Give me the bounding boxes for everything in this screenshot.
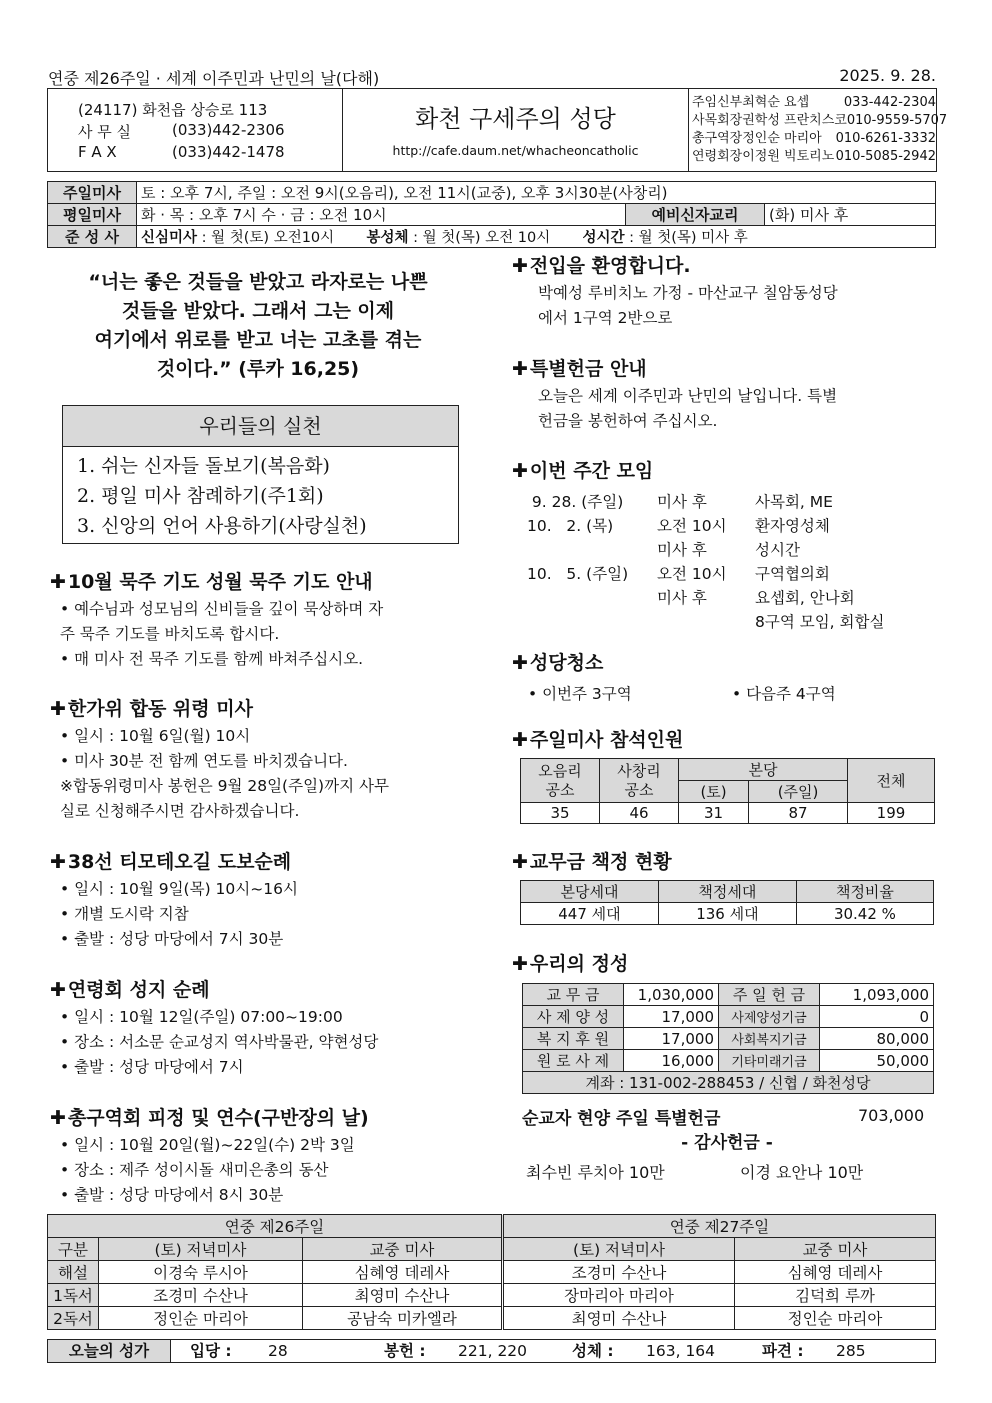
thanks-donor: 이경 요안나 10만 <box>740 1163 864 1182</box>
office-phone: (033)442-2306 <box>172 121 285 139</box>
bullet-line: • 출발 : 성당 마당에서 7시 <box>60 1058 244 1076</box>
bullet-line: • 일시 : 10월 9일(목) 10시~16시 <box>60 880 298 898</box>
section-memorial-mass <box>50 694 389 824</box>
roster-col-header: 교중 미사 <box>735 1238 936 1261</box>
section-dues <box>512 847 672 874</box>
roster-week-header: 연중 제27주일 <box>503 1215 936 1238</box>
thanks-donor: 최수빈 루치아 10만 <box>526 1163 665 1182</box>
contact-role: 총구역장 <box>692 131 743 146</box>
roster-col-header: 교중 미사 <box>303 1238 503 1261</box>
contact-phone: 010-5085-2942 <box>835 149 936 164</box>
section-title: ✚ 총구역회 피정 및 연수(구반장의 날) <box>50 1107 369 1129</box>
contact-phone: 010-9559-5707 <box>846 113 948 128</box>
offering-row: 복 지 후 원 17,000 사회복지기금 80,000 <box>523 1028 934 1050</box>
text-line: 오늘은 세계 이주민과 난민의 날입니다. 특별 <box>538 387 838 405</box>
section-title: ✚ 우리의 정성 <box>512 953 629 975</box>
contact-row <box>692 112 948 130</box>
hymns-label: 오늘의 성가 <box>48 1340 171 1362</box>
cross-icon: ✚ <box>512 460 528 482</box>
meeting-row: 미사 후 성시간 <box>657 541 800 559</box>
sacrament-item-label: 성시간 <box>582 230 625 246</box>
bullet-line: 실로 신청해주시면 감사하겠습니다. <box>60 802 300 820</box>
scripture-quote <box>48 268 468 384</box>
section-title: ✚ 이번 주간 모임 <box>512 460 654 482</box>
roster-row: 1독서 조경미 수산나 최영미 수산나 장마리아 마리아 김덕희 루까 <box>48 1284 936 1307</box>
sacrament-item-text: : 월 첫(토) 오전10시 <box>197 230 335 246</box>
quote-line: 여기에서 위로를 받고 너는 고초를 겪는 <box>94 329 422 351</box>
bank-account: 계좌 : 131-002-288453 / 신협 / 화천성당 <box>523 1072 934 1094</box>
bullet-line: • 미사 30분 전 함께 연도를 바치겠습니다. <box>60 752 348 770</box>
practice-item: 3. 신앙의 언어 사용하기(사랑실천) <box>77 515 367 537</box>
section-title: ✚ 교무금 책정 현황 <box>512 851 672 873</box>
offering-row: 원 로 사 제 16,000 기타미래기금 50,000 <box>523 1050 934 1072</box>
address: (24117) 화천읍 상승로 113 <box>78 101 268 119</box>
cross-icon: ✚ <box>512 358 528 380</box>
section-body <box>512 384 837 434</box>
parish-name: 화천 구세주의 성당 <box>415 105 616 133</box>
section-attendance <box>512 725 683 752</box>
cross-icon: ✚ <box>50 571 66 593</box>
attendance-header: 사창리 공소 <box>600 759 679 803</box>
text-line: 헌금을 봉헌하여 주십시오. <box>538 412 718 430</box>
attendance-value: 31 <box>679 803 749 824</box>
bullet-line: • 일시 : 10월 6일(월) 10시 <box>60 727 251 745</box>
roster-row: 해설 이경숙 루시아 심혜영 데레사 조경미 수산나 심혜영 데레사 <box>48 1261 936 1284</box>
contacts-block <box>692 94 948 166</box>
contact-name: 권학성 프란치스코 <box>742 113 847 128</box>
dues-header: 책정세대 <box>658 881 796 903</box>
offerings-table <box>522 983 934 1094</box>
section-meetings <box>512 456 885 633</box>
thanks-title: - 감사헌금 - <box>681 1133 773 1153</box>
contact-role: 사목회장 <box>692 113 743 128</box>
hymn-communion-label: 성체 : <box>572 1342 614 1360</box>
hymn-dismissal: 285 <box>836 1342 866 1360</box>
offering-row: 사 제 양 성 17,000 사제양성기금 0 <box>523 1006 934 1028</box>
practice-item: 2. 평일 미사 참례하기(주1회) <box>77 485 324 507</box>
catechumen-text: (화) 미사 후 <box>765 204 936 226</box>
cross-icon: ✚ <box>512 652 528 674</box>
fax-label: F A X <box>78 143 117 161</box>
section-body <box>50 597 383 672</box>
dues-header: 본당세대 <box>521 881 659 903</box>
sacrament-item-label: 봉성체 <box>366 230 409 246</box>
attendance-header: (토) <box>679 781 749 803</box>
cross-icon: ✚ <box>50 851 66 873</box>
section-title: ✚ 한가위 합동 위령 미사 <box>50 698 253 720</box>
cross-icon: ✚ <box>512 851 528 873</box>
cross-icon: ✚ <box>512 729 528 751</box>
contact-row <box>692 130 936 148</box>
martyr-offering-amount: 703,000 <box>858 1106 925 1125</box>
contact-name: 최혁순 요셉 <box>742 95 810 110</box>
roster-col-header: (토) 저녁미사 <box>99 1238 303 1261</box>
bullet-line: • 개별 도시락 지참 <box>60 905 189 923</box>
header-box <box>47 88 948 172</box>
section-title: ✚ 10월 묵주 기도 성월 묵주 기도 안내 <box>50 571 373 593</box>
cleaning-next-week: • 다음주 4구역 <box>732 685 836 703</box>
attendance-header: 오음리 공소 <box>521 759 600 803</box>
attendance-value: 46 <box>600 803 679 824</box>
cleaning-this-week: • 이번주 3구역 <box>528 685 632 703</box>
cross-icon: ✚ <box>50 1107 66 1129</box>
hymns-bar <box>47 1339 936 1363</box>
contact-name: 정인순 마리아 <box>742 131 822 146</box>
bullet-line: 주 묵주 기도를 바치도록 합시다. <box>60 625 280 643</box>
dues-header: 책정비율 <box>796 881 933 903</box>
office-label: 사 무 실 <box>78 123 132 141</box>
contact-phone: 010-6261-3332 <box>835 131 936 146</box>
section-cleaning <box>512 648 836 703</box>
meeting-row: 10. 2. (목) 오전 10시 환자영성체 <box>527 517 830 535</box>
sunday-mass-label: 주일미사 <box>48 182 137 204</box>
catechumen-label: 예비신자교리 <box>626 204 765 226</box>
contact-role: 주임신부 <box>692 95 743 110</box>
text-line: 박예성 루비치노 가정 - 마산교구 칠암동성당 <box>538 284 838 302</box>
contact-row <box>692 94 936 112</box>
mass-schedule-table <box>47 181 936 248</box>
section-title: ✚ 주일미사 참석인원 <box>512 729 684 751</box>
cross-icon: ✚ <box>512 953 528 975</box>
sacrament-item-text: : 월 첫(목) 오전 10시 <box>408 230 551 246</box>
quote-line: 것들을 받았다. 그래서 그는 이제 <box>121 300 395 322</box>
sacrament-item-text: : 월 첫(목) 미사 후 <box>624 230 748 246</box>
dues-value: 447 세대 <box>521 903 659 925</box>
attendance-value: 199 <box>848 803 935 824</box>
hymn-offertory: 221, 220 <box>458 1342 528 1360</box>
section-special-offering <box>512 354 837 434</box>
section-title: ✚ 전입을 환영합니다. <box>512 255 691 277</box>
parish-url[interactable]: http://cafe.daum.net/whacheoncatholic <box>392 143 639 158</box>
attendance-header: (주일) <box>749 781 848 803</box>
contact-row <box>692 148 936 166</box>
section-offerings <box>512 949 628 976</box>
section-welcome <box>512 251 838 331</box>
dues-value: 30.42 % <box>796 903 933 925</box>
section-body <box>50 877 298 952</box>
issue-date: 2025. 9. 28. <box>839 66 936 85</box>
bullet-line: ※합동위령미사 봉헌은 9월 28일(주일)까지 사무 <box>60 777 389 795</box>
section-body <box>50 724 389 824</box>
hymn-dismissal-label: 파견 : <box>762 1342 804 1360</box>
cross-icon: ✚ <box>50 698 66 720</box>
sacrament-label: 준 성 사 <box>48 226 137 248</box>
hymn-communion: 163, 164 <box>646 1342 716 1360</box>
section-retreat <box>50 1103 369 1208</box>
roster-week-header: 연중 제26주일 <box>48 1215 503 1238</box>
bullet-line: • 매 미사 전 묵주 기도를 함께 바쳐주십시오. <box>60 650 364 668</box>
parish-block <box>343 89 689 171</box>
attendance-header: 본당 <box>679 759 848 781</box>
bullet-line: • 출발 : 성당 마당에서 8시 30분 <box>60 1186 284 1204</box>
practice-item: 1. 쉬는 신자들 돌보기(복음화) <box>77 455 330 477</box>
contact-name: 이정원 빅토리노 <box>742 149 835 164</box>
contact-phone: 033-442-2304 <box>843 95 936 110</box>
bullet-line: • 예수님과 성모님의 신비들을 깊이 묵상하며 자 <box>60 600 384 618</box>
cross-icon: ✚ <box>50 979 66 1001</box>
practice-box <box>62 405 459 544</box>
attendance-header: 전체 <box>848 759 935 803</box>
address-block <box>48 89 343 171</box>
attendance-value: 35 <box>521 803 600 824</box>
hymn-entrance: 28 <box>268 1342 288 1360</box>
section-body <box>50 1133 369 1208</box>
hymn-offertory-label: 봉헌 : <box>384 1342 426 1360</box>
liturgy-roster-table <box>47 1214 936 1330</box>
attendance-table <box>520 758 935 824</box>
meeting-row: 10. 5. (주일) 오전 10시 구역협의회 <box>527 565 830 583</box>
quote-line: “너는 좋은 것들을 받았고 라자로는 나쁜 <box>88 271 428 293</box>
martyr-offering-label: 순교자 현양 주일 특별헌금 <box>522 1109 721 1129</box>
section-body <box>50 1005 378 1080</box>
sacrament-text <box>137 226 936 248</box>
offering-row: 교 무 금 1,030,000 주 일 헌 금 1,093,000 <box>523 984 934 1006</box>
bullet-line: • 장소 : 제주 성이시돌 새미은총의 동산 <box>60 1161 329 1179</box>
practice-list <box>63 447 458 541</box>
roster-row: 2독서 정인순 마리아 공남숙 미카엘라 최영미 수산나 정인순 마리아 <box>48 1307 936 1330</box>
section-title: ✚ 연령회 성지 순례 <box>50 979 210 1001</box>
text-line: 에서 1구역 2반으로 <box>538 309 673 327</box>
section-title: ✚ 특별헌금 안내 <box>512 358 647 380</box>
meetings-table <box>526 489 885 633</box>
section-title: ✚ 성당청소 <box>512 652 604 674</box>
bullet-line: • 출발 : 성당 마당에서 7시 30분 <box>60 930 284 948</box>
fax-number: (033)442-1478 <box>172 143 285 161</box>
meeting-row: 미사 후 요셉회, 안나회 <box>657 589 855 607</box>
hymn-entrance-label: 입당 : <box>190 1342 232 1360</box>
dues-table <box>520 880 934 925</box>
sacrament-item-label: 신심미사 <box>141 230 198 246</box>
weekday-mass-label: 평일미사 <box>48 204 137 226</box>
section-body <box>512 281 838 331</box>
bullet-line: • 일시 : 10월 20일(월)~22일(수) 2박 3일 <box>60 1136 355 1154</box>
contact-role: 연령회장 <box>692 149 743 164</box>
section-rosary <box>50 567 383 672</box>
weekday-mass-text: 화 · 목 : 오후 7시 수 · 금 : 오전 10시 <box>137 204 626 226</box>
attendance-value: 87 <box>749 803 848 824</box>
bullet-line: • 일시 : 10월 12일(주일) 07:00~19:00 <box>60 1008 343 1026</box>
sunday-mass-text: 토 : 오후 7시, 주일 : 오전 9시(오음리), 오전 11시(교중), 오후 3시30분(사창리) <box>137 182 936 204</box>
issue-title: 연중 제26주일 · 세계 이주민과 난민의 날(다해) <box>48 69 380 88</box>
section-shrine-pilgrimage <box>50 975 378 1080</box>
practice-title: 우리들의 실천 <box>63 406 458 447</box>
quote-line: 것이다.” (루카 16,25) <box>156 358 360 380</box>
section-title: ✚ 38선 티모테오길 도보순례 <box>50 851 292 873</box>
section-pilgrim-walk <box>50 847 298 952</box>
roster-col-header: 구분 <box>48 1238 99 1261</box>
meeting-row: 8구역 모임, 회합실 <box>755 613 885 631</box>
cross-icon: ✚ <box>512 255 528 277</box>
roster-col-header: (토) 저녁미사 <box>503 1238 735 1261</box>
meeting-row: 9. 28. (주일) 미사 후 사목회, ME <box>527 493 833 511</box>
dues-value: 136 세대 <box>658 903 796 925</box>
bullet-line: • 장소 : 서소문 순교성지 역사박물관, 약현성당 <box>60 1033 379 1051</box>
